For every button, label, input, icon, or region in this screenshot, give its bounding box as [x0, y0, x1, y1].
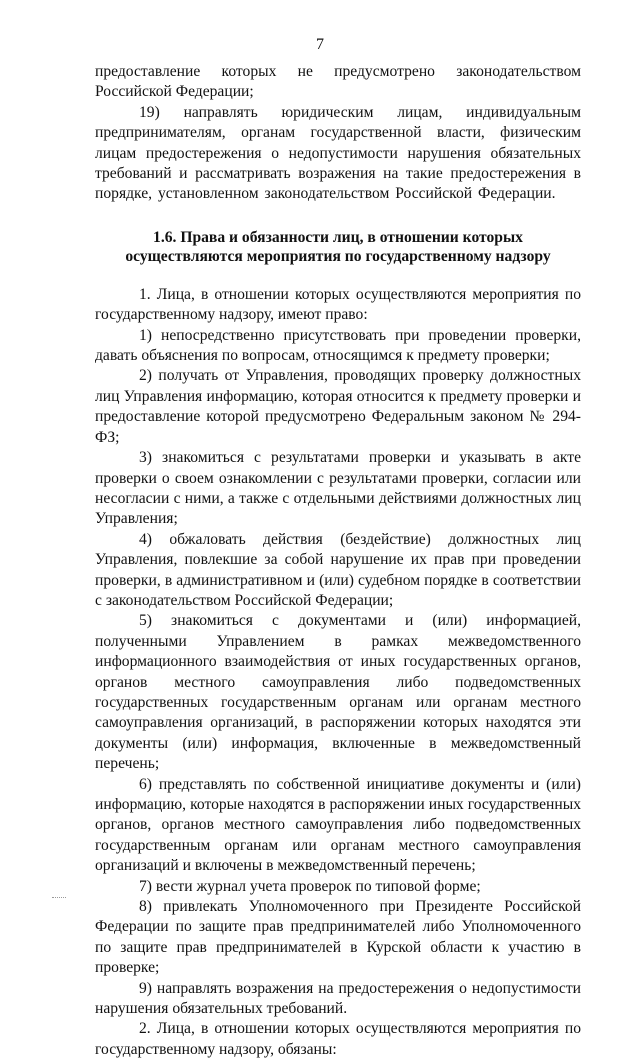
paragraph-right-1: 1) непосредственно присутствовать при проведении проверки, давать объяснения по вопросам, относящимся к предмету проверки;	[95, 326, 581, 365]
paragraph-rights-intro: 1. Лица, в отношении которых осуществляются мероприятия по государственному надзору, имеют право:	[95, 285, 581, 324]
document-body	[95, 62, 581, 1060]
paragraph-right-9: 9) направлять возражения на предостережения о недопустимости нарушения обязательных требований.	[95, 979, 581, 1018]
page-number: 7	[316, 36, 324, 53]
paragraph-right-2: 2) получать от Управления, проводящих проверку должностных лиц Управления информацию, которая относится к предмету проверки и предоставление которой предусмотрено Федеральным законом № 294-ФЗ;	[95, 367, 581, 446]
scan-artifact	[52, 893, 66, 898]
paragraph-obligations-intro: 2. Лица, в отношении которых осуществляются мероприятия по государственному надзору, обязаны:	[95, 1020, 581, 1058]
section-heading: 1.6. Права и обязанности лиц, в отношении которых осуществляются мероприятия по государственному надзору	[125, 228, 551, 265]
paragraph-item-19: 19) направлять юридическим лицам, индивидуальным предпринимателям, органам государственной власти, физическим лицам предостережения о недопустимости нарушения обязательных требований и рассматривать возражения на такие предостережения в порядке, установленном законодательством Российской Федерации.	[95, 103, 581, 203]
paragraph-right-3: 3) знакомиться с результатами проверки и указывать в акте проверки о своем ознакомлении с результатами проверки, согласии или несогласии с ними, а также с отдельными действиями должностных лиц Управления;	[95, 449, 581, 528]
paragraph-intro-continuation: предоставление которых не предусмотрено законодательством Российской Федерации;	[95, 63, 581, 101]
paragraph-right-7: 7) вести журнал учета проверок по типовой форме;	[139, 877, 481, 895]
paragraph-right-4: 4) обжаловать действия (бездействие) должностных лиц Управления, повлекшие за собой нарушение их прав при проведении проверки, в административном и (или) судебном порядке в соответствии с законодательством Российской Федерации;	[95, 530, 581, 609]
paragraph-right-5: 5) знакомиться с документами и (или) информацией, полученными Управлением в рамках межведомственного информационного взаимодействия от иных государственных органов, органов местного самоуправления либо подведомственных государственных государственным органам или органам местного самоуправления организаций, в распоряжении которых находятся эти документы (или) информация, включенные в межведомственный перечень;	[95, 612, 581, 773]
paragraph-right-8: 8) привлекать Уполномоченного при Президенте Российской Федерации по защите прав предпринимателей либо Уполномоченного по защите прав предпринимателей в Курской области к участию в проверке;	[95, 898, 581, 977]
paragraph-right-6: 6) представлять по собственной инициативе документы и (или) информацию, которые находятся в распоряжении иных государственных органов, органов местного самоуправления либо подведомственных государственным органам или органам местного самоуправления организаций и включены в межведомственный перечень;	[95, 775, 581, 875]
